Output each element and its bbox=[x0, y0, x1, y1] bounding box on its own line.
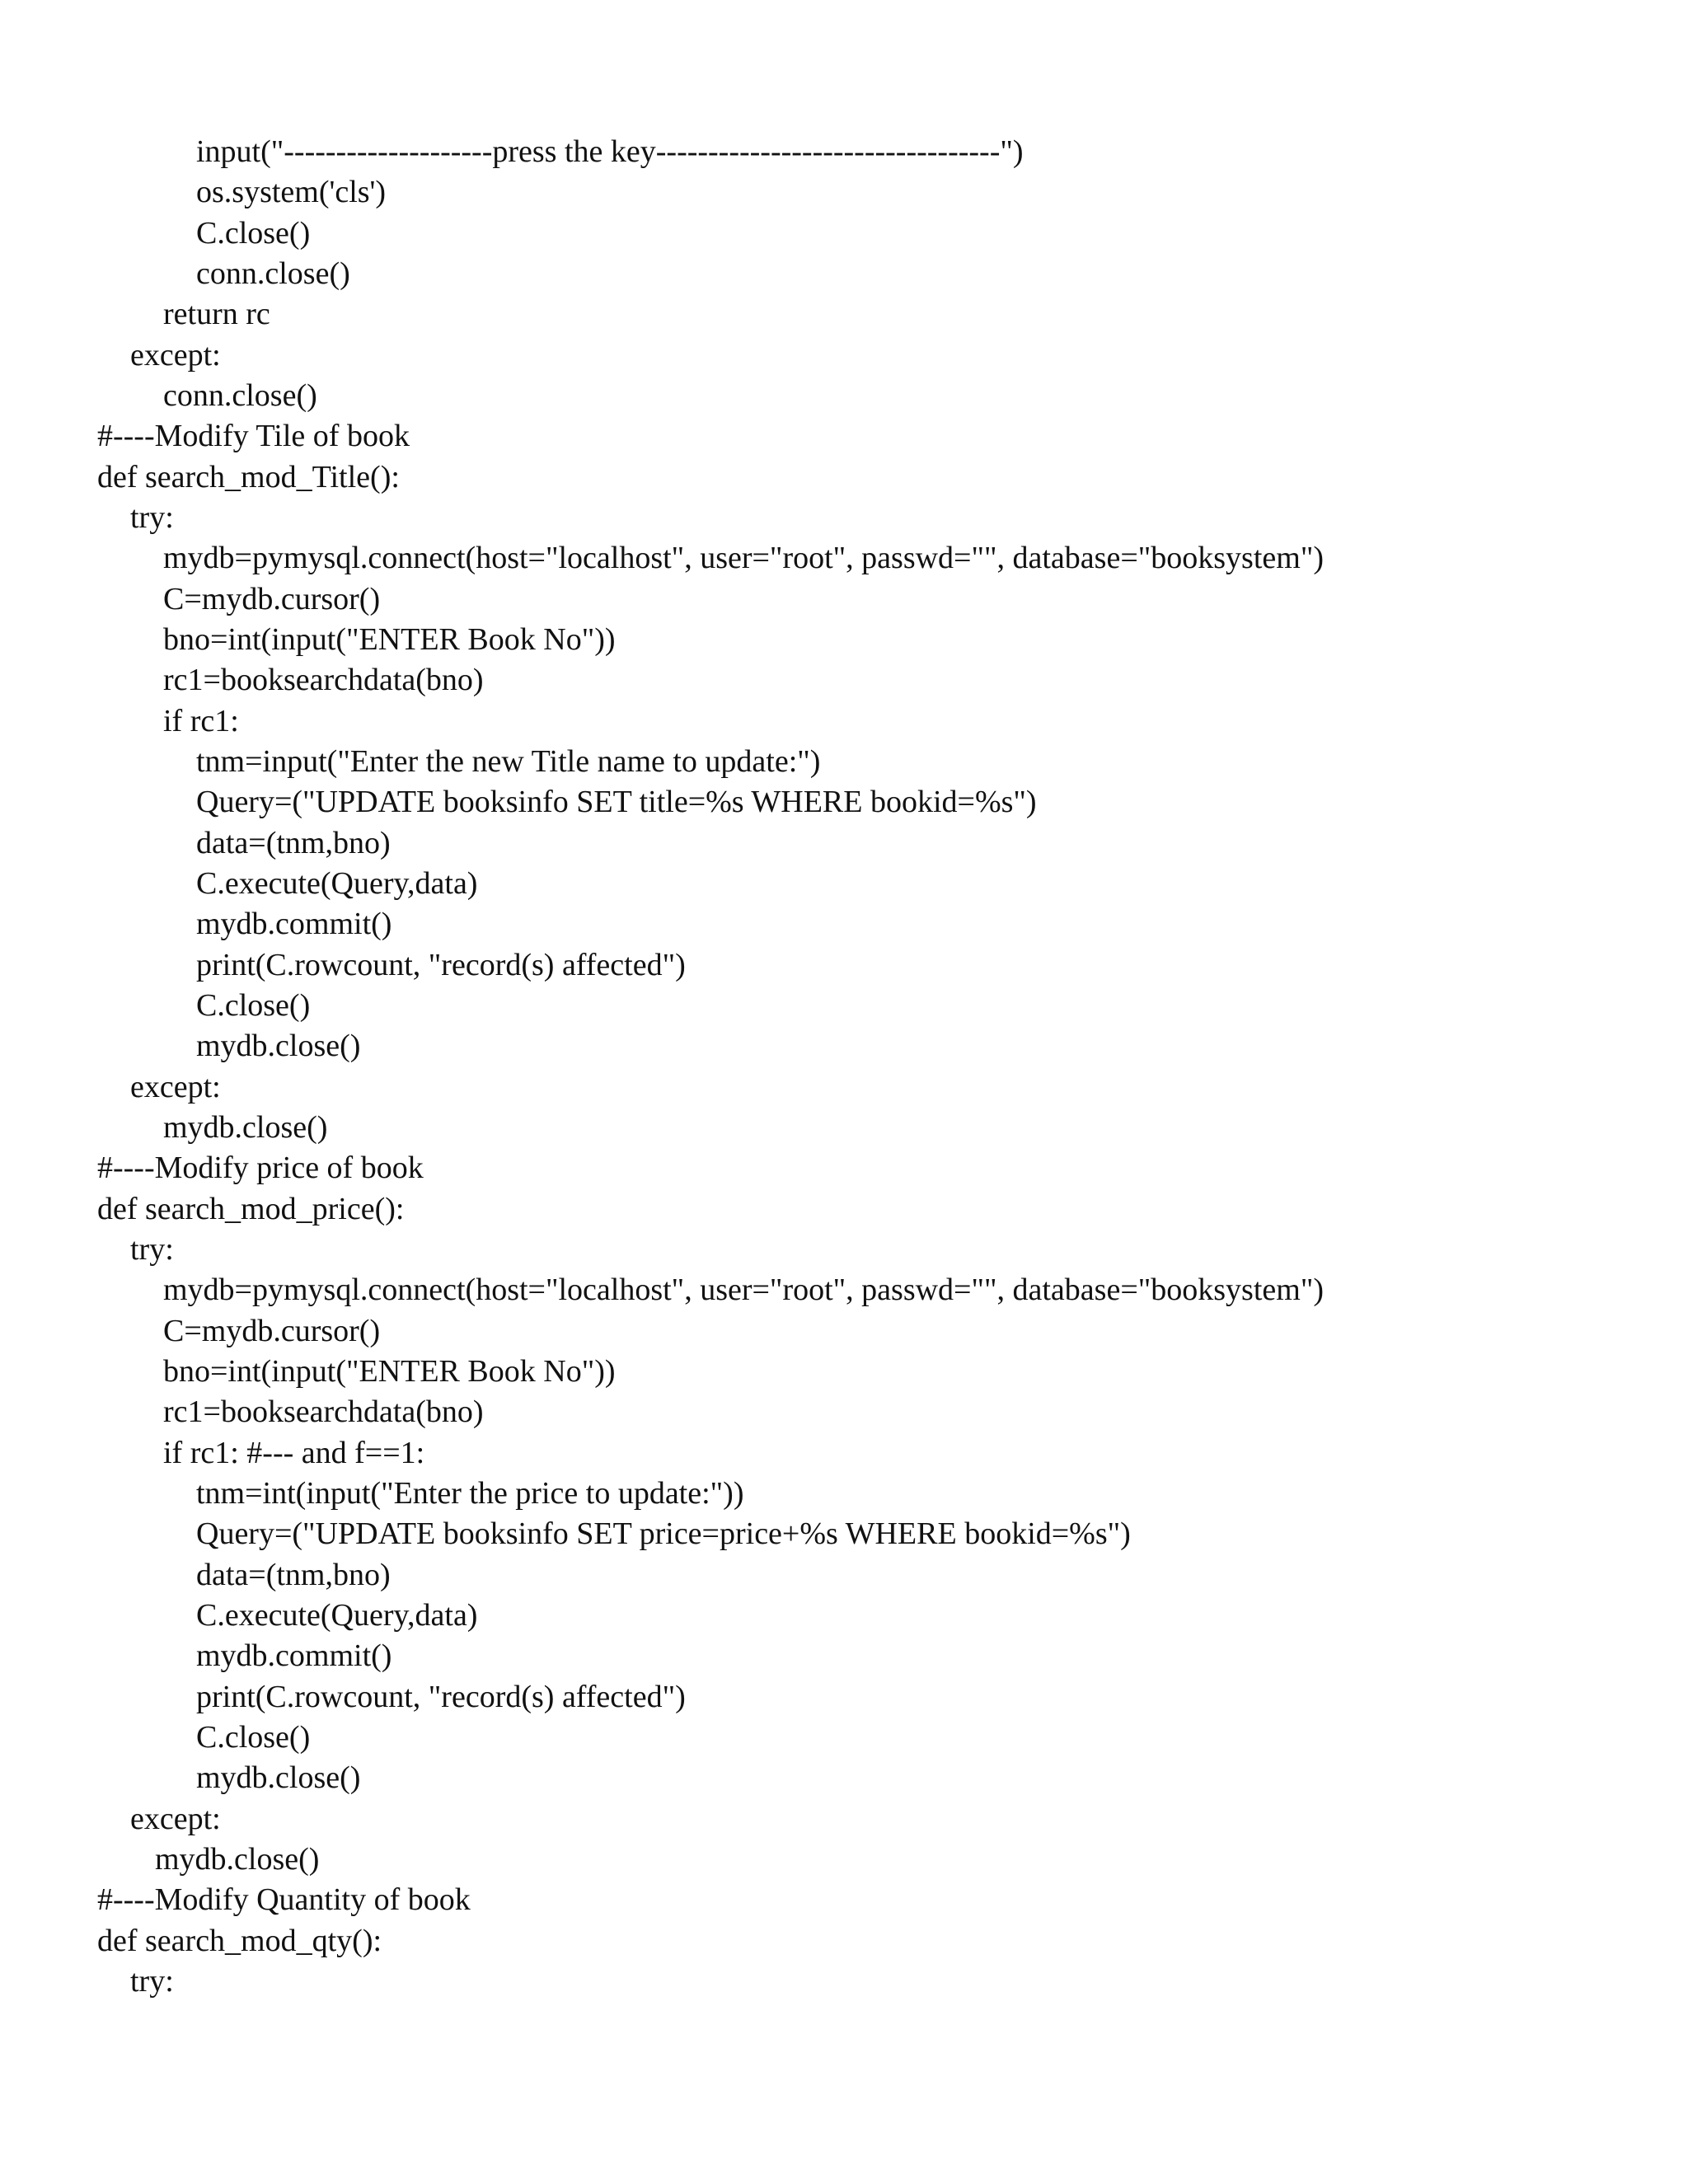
code-line: bno=int(input("ENTER Book No")) bbox=[163, 622, 616, 657]
code-line: mydb.commit() bbox=[196, 1638, 392, 1673]
code-line: data=(tnm,bno) bbox=[196, 826, 391, 860]
code-line: mydb.close() bbox=[155, 1842, 320, 1877]
code-line: C=mydb.cursor() bbox=[163, 582, 381, 616]
code-line: mydb=pymysql.connect(host="localhost", user="root", passwd="", database="booksystem") bbox=[163, 1272, 1324, 1307]
code-line: data=(tnm,bno) bbox=[196, 1558, 391, 1592]
code-line: C.close() bbox=[196, 216, 311, 251]
code-line: C.close() bbox=[196, 1720, 311, 1755]
code-line: tnm=int(input("Enter the price to update:")) bbox=[196, 1476, 744, 1511]
code-line: tnm=input("Enter the new Title name to update:") bbox=[196, 744, 821, 779]
code-line: conn.close() bbox=[163, 378, 317, 413]
code-line: return rc bbox=[163, 297, 270, 331]
code-line: bno=int(input("ENTER Book No")) bbox=[163, 1354, 616, 1389]
code-line: input("--------------------press the key---------------------------------") bbox=[196, 134, 1024, 169]
code-line: mydb.close() bbox=[163, 1110, 328, 1145]
code-line: C.close() bbox=[196, 988, 311, 1023]
code-line: if rc1: bbox=[163, 704, 239, 738]
code-line: C.execute(Query,data) bbox=[196, 866, 478, 901]
function-definition: def search_mod_Title(): bbox=[97, 460, 400, 494]
code-line: except: bbox=[130, 338, 221, 373]
code-line: rc1=booksearchdata(bno) bbox=[163, 663, 484, 697]
code-line: mydb.close() bbox=[196, 1760, 361, 1795]
code-line: C.execute(Query,data) bbox=[196, 1598, 478, 1633]
code-line: mydb.commit() bbox=[196, 907, 392, 941]
code-comment: #----Modify Quantity of book bbox=[97, 1882, 471, 1917]
code-line: except: bbox=[130, 1070, 221, 1104]
code-line: try: bbox=[130, 1964, 174, 1999]
code-line: if rc1: #--- and f==1: bbox=[163, 1436, 425, 1470]
code-comment: #----Modify Tile of book bbox=[97, 419, 410, 453]
code-line: mydb=pymysql.connect(host="localhost", user="root", passwd="", database="booksystem") bbox=[163, 541, 1324, 575]
function-definition: def search_mod_price(): bbox=[97, 1192, 405, 1226]
code-line: try: bbox=[130, 500, 174, 535]
code-line: Query=("UPDATE booksinfo SET title=%s WHERE bookid=%s") bbox=[196, 785, 1037, 819]
code-line: except: bbox=[130, 1802, 221, 1836]
code-line: conn.close() bbox=[196, 256, 350, 291]
code-line: C=mydb.cursor() bbox=[163, 1314, 381, 1348]
function-definition: def search_mod_qty(): bbox=[97, 1924, 382, 1958]
code-line: mydb.close() bbox=[196, 1029, 361, 1063]
code-line: try: bbox=[130, 1232, 174, 1267]
code-comment: #----Modify price of book bbox=[97, 1151, 424, 1185]
code-line: print(C.rowcount, "record(s) affected") bbox=[196, 948, 686, 982]
code-line: print(C.rowcount, "record(s) affected") bbox=[196, 1680, 686, 1714]
code-line: rc1=booksearchdata(bno) bbox=[163, 1394, 484, 1429]
code-line: os.system('cls') bbox=[196, 175, 387, 209]
code-line: Query=("UPDATE booksinfo SET price=price+%s WHERE bookid=%s") bbox=[196, 1516, 1131, 1551]
